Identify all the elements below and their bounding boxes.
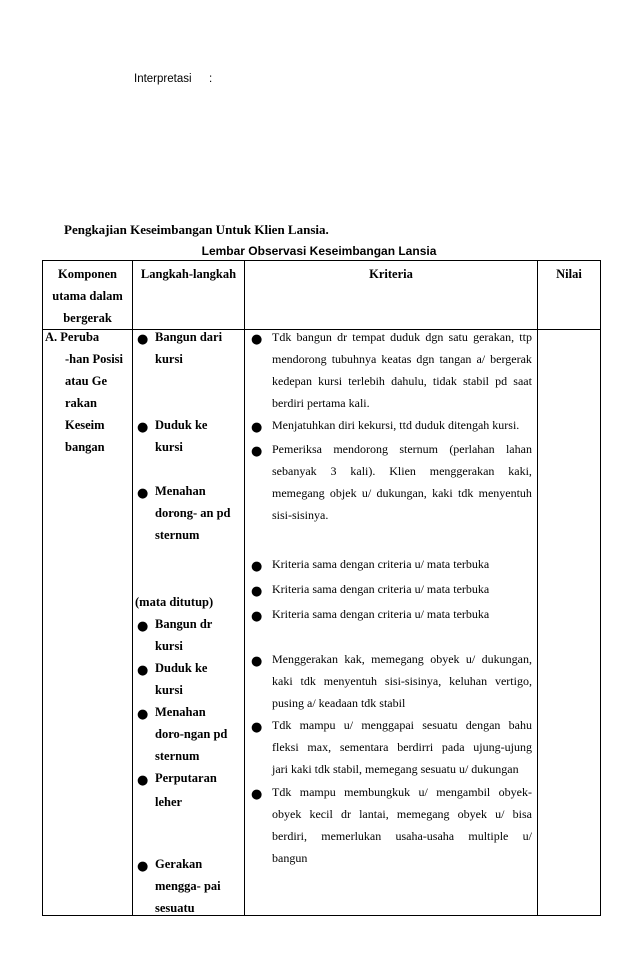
word: fleksi [272,740,299,754]
word: gerakan, [473,330,515,344]
word: mendorong [272,352,327,366]
word: multiple [468,829,509,843]
kriteria-9-line-3 [272,829,532,844]
word: kedepan [272,374,312,388]
word: u/ [522,829,532,843]
bullet-icon: ● [251,654,263,669]
word: duduk [390,330,421,344]
word: sesuatu [422,718,458,732]
word: mendorong [333,442,388,456]
kriteria-3-line-4: sisi-sisinya. [272,508,329,522]
word: tubuhnya [331,352,377,366]
word: vertigo, [494,674,532,688]
body-row [43,330,601,916]
bullet-icon: ● [137,332,149,347]
word: ujung-ujung [473,740,532,754]
word: memegang [371,652,424,666]
word: u/ [495,807,505,821]
kriteria-7-line-2 [272,674,532,689]
kriteria-cell [245,330,538,916]
word: memegang [396,807,450,821]
word: kaki [432,486,453,500]
word: memerlukan [321,829,382,843]
word: keluhan [449,674,488,688]
interpretasi-label: Interpretasi [134,73,192,85]
word: dahulu, [391,374,427,388]
bullet-icon: ● [251,584,263,599]
word: lahan [505,442,532,456]
word: dengan [465,718,501,732]
word: kaki, [508,464,532,478]
word: Tdk [272,718,292,732]
word: menyentuh [478,486,532,500]
word: kali). [350,464,376,478]
bullet-icon: ● [251,609,263,624]
word: (perlahan [449,442,495,456]
kriteria-1-line-2 [272,352,532,367]
word: tempat [352,330,385,344]
bullet-icon: ● [137,859,149,874]
word: 3 [330,464,337,478]
word: bangun [296,330,332,344]
word: kak, [344,652,365,666]
word: obyek [457,807,487,821]
word: tdk [300,674,316,688]
interpretasi-colon: : [209,73,213,85]
header-langkah: Langkah-langkah [133,261,245,330]
word: membungkuk [344,785,411,799]
table-title: Lembar Observasi Keseimbangan Lansia [201,244,437,258]
kriteria-8-line-2 [272,740,532,755]
bullet-icon: ● [251,420,263,435]
kriteria-4: Kriteria sama dengan criteria u/ mata terbuka [272,557,490,571]
word: sebanyak [272,464,317,478]
word: dukungan, [376,486,427,500]
bullet-icon: ● [137,707,149,722]
word: obyek- [498,785,532,799]
word: obyek [430,652,460,666]
word: ttp [519,330,532,344]
header-kriteria: Kriteria [245,261,538,330]
word: berdirri [397,740,434,754]
word: max, [307,740,332,754]
header-row [43,261,601,330]
bullet-icon: ● [251,332,263,347]
kriteria-5: Kriteria sama dengan criteria u/ mata terbuka [272,582,490,596]
kriteria-9-line-1 [272,785,532,800]
kriteria-9-line-4: bangun [272,851,308,865]
word: a/ [476,352,486,366]
kriteria-1-line-3 [272,374,532,389]
word: mampu [299,785,336,799]
word: u/ [361,486,372,500]
word: objek [329,486,357,500]
word: menggerakan [429,464,495,478]
bullet-icon: ● [251,444,263,459]
kriteria-2: Menjatuhkan diri kekursi, ttd duduk ditengah kursi. [272,418,520,432]
word: sementara [339,740,389,754]
word: menggapai [361,718,414,732]
word: terlebih [348,374,385,388]
kriteria-8-line-1 [272,718,532,733]
word: dukungan, [481,652,532,666]
word: tidak [432,374,457,388]
kriteria-3-line-3 [272,486,532,501]
bullet-icon: ● [251,559,263,574]
kriteria-1-line-4: berdiri pertama kali. [272,396,370,410]
word: saat [513,374,532,388]
word: kecil [309,807,333,821]
word: kaki [272,674,293,688]
langkah-cell: ● Bangun dari kursi ● Duduk ke kursi ● Menahan dorong- an pd sternum (mata ditutup) ● Bangun dr kursi ● Duduk ke kursi ● Menahan doro-ngan pd sternum ● Perputaran leher ● Gerakan mengga- pai sesuatu [133,330,245,916]
word: Klien [389,464,416,478]
word: bahu [508,718,532,732]
word: kursi [318,374,343,388]
word: keatas [381,352,412,366]
header-nilai: Nilai [538,261,601,330]
kriteria-1-line-1 [272,330,532,345]
word: u/ [465,652,476,666]
word: Pemeriksa [272,442,322,456]
word: mampu [299,718,336,732]
word: pd [495,374,508,388]
header-komponen: Komponen utama dalam bergerak [43,261,133,330]
word: sternum [399,442,438,456]
document-heading: Pengkajian Keseimbangan Untuk Klien Lansia. [64,222,329,237]
kriteria-7-line-1 [272,652,532,667]
word: mengambil [436,785,491,799]
kriteria-3-line-1 [272,442,532,457]
komponen-cell: A. Peruba -han Posisi atau Ge rakan Keseim bangan [43,330,133,916]
word: u/ [418,785,428,799]
word: memegang [272,486,325,500]
word: menyentuh [323,674,378,688]
word: obyek [272,807,302,821]
word: usaha-usaha [395,829,455,843]
word: stabil [463,374,490,388]
bullet-icon: ● [137,663,149,678]
word: tdk [458,486,474,500]
word: Tdk [272,330,292,344]
bullet-icon: ● [137,420,149,435]
observation-table [42,260,601,916]
word: berdiri, [272,829,307,843]
word: pada [441,740,465,754]
bullet-icon: ● [251,720,263,735]
word: Menggerakan [272,652,338,666]
word: satu [448,330,468,344]
interpretasi-line [134,73,213,85]
word: tangan [439,352,472,366]
bullet-icon: ● [137,486,149,501]
kriteria-7-line-3: pusing a/ keadaan tdk stabil [272,696,406,710]
word: lantai, [359,807,389,821]
bullet-icon: ● [137,619,149,634]
word: bergerak [490,352,532,366]
kriteria-3-line-2 [272,464,532,479]
word: u/ [343,718,354,732]
word: dr [337,330,348,344]
kriteria-6: Kriteria sama dengan criteria u/ mata terbuka [272,607,490,621]
word: bisa [512,807,532,821]
kriteria-8-line-3: jari kaki tdk stabil, memegang sesuatu u/ dukungan [272,762,519,776]
bullet-icon: ● [137,773,149,788]
word: dgn [425,330,444,344]
word: sisi-sisinya, [384,674,442,688]
bullet-icon: ● [251,787,263,802]
kriteria-9-line-2 [272,807,532,822]
word: dr [340,807,351,821]
nilai-cell[interactable] [538,330,601,916]
word: Tdk [272,785,292,799]
word: dgn [416,352,435,366]
